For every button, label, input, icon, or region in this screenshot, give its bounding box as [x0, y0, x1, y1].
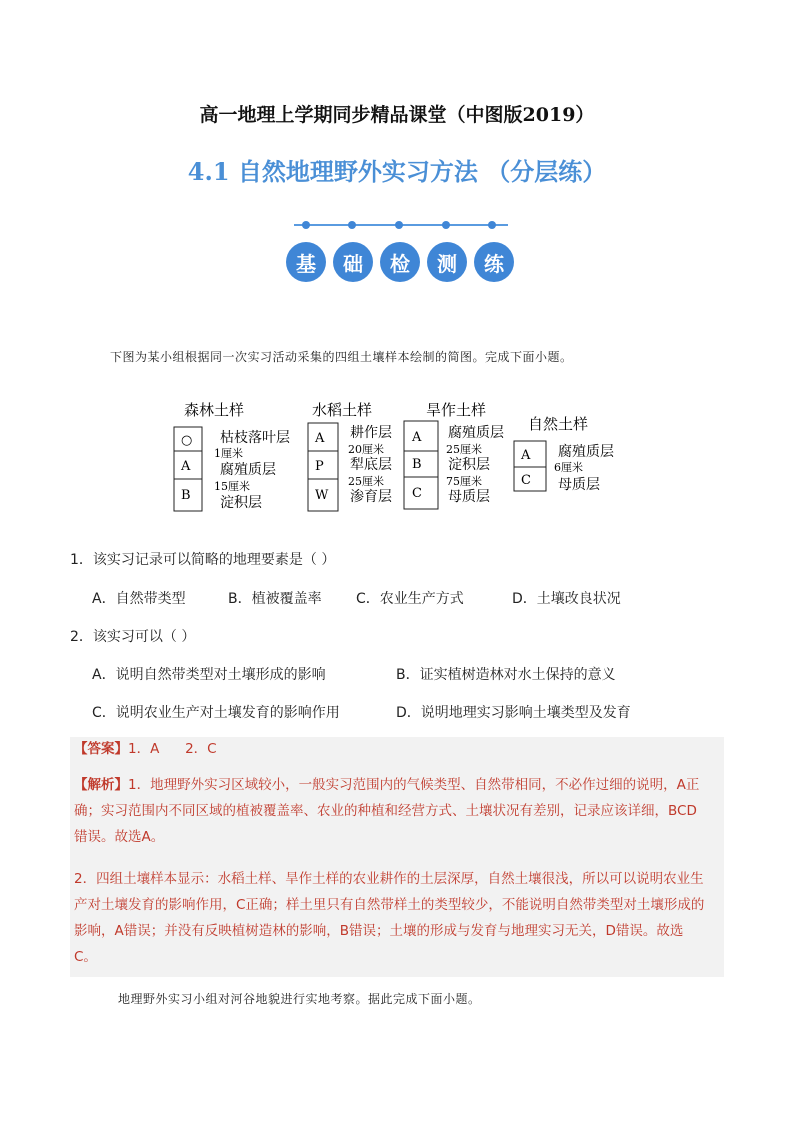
soil-layer-code: A: [521, 448, 531, 463]
analysis-line: 影响，A错误；并没有反映植树造林的影响，B错误；土壤的形成与发育与地理实习无关，D错误。故选: [74, 923, 684, 939]
analysis-label: 【解析】: [74, 777, 128, 793]
page-title: 4.1 自然地理野外实习方法 （分层练）: [187, 157, 607, 186]
soil-layer-code: ○: [181, 433, 193, 448]
soil-layer-label: 腐殖质层: [220, 462, 276, 478]
question-option: B．证实植树造林对水土保持的意义: [396, 667, 616, 683]
soil-depth-label: 1厘米: [214, 447, 243, 460]
banner-dot: [488, 221, 496, 229]
question-option: B．植被覆盖率: [228, 591, 322, 607]
banner-char: 检: [380, 242, 420, 282]
question-option: D．土壤改良状况: [512, 591, 621, 607]
question-option: C．说明农业生产对土壤发育的影响作用: [92, 705, 340, 721]
question-option: D．说明地理实习影响土壤类型及发育: [396, 705, 631, 721]
question-option: A．自然带类型: [92, 591, 186, 607]
analysis-line: 错误。故选A。: [74, 829, 165, 845]
question-stem: 2．该实习可以（ ）: [70, 629, 196, 645]
answer-label: 【答案】: [74, 741, 128, 757]
answer-line: [74, 736, 217, 762]
soil-layer-code: P: [315, 459, 324, 474]
soil-depth-label: 6厘米: [554, 461, 583, 474]
banner-dot: [395, 221, 403, 229]
soil-layer-label: 犁底层: [350, 457, 392, 473]
analysis-block-1: [74, 772, 724, 850]
banner-char: 测: [427, 242, 467, 282]
banner-dot: [348, 221, 356, 229]
analysis-line: 2．四组土壤样本显示：水稻土样、旱作土样的农业耕作的土层深厚，自然土壤很浅，所以可以说明农业生: [74, 871, 704, 887]
soil-layer-code: B: [181, 488, 191, 503]
figure-group-title: 旱作土样: [426, 401, 487, 419]
soil-depth-label: 25厘米: [446, 443, 482, 456]
soil-layer-code: B: [412, 457, 422, 472]
section-banner: [286, 218, 516, 288]
banner-dot: [302, 221, 310, 229]
question-stem: 1．该实习记录可以简略的地理要素是（ ）: [70, 552, 336, 568]
soil-profile-figure: [170, 395, 630, 520]
figure-group-title: 森林土样: [184, 401, 245, 419]
soil-layer-code: A: [315, 431, 325, 446]
soil-layer-label: 耕作层: [350, 425, 392, 441]
question-option: A．说明自然带类型对土壤形成的影响: [92, 667, 326, 683]
outro-text: 地理野外实习小组对河谷地貌进行实地考察。据此完成下面小题。: [118, 992, 481, 1006]
analysis-line: 产对土壤发育的影响作用，C正确；样土里只有自然带样土的类型较少，不能说明自然带类型对土壤形成的: [74, 897, 705, 913]
soil-depth-label: 15厘米: [214, 480, 250, 493]
figure-group-title: 自然土样: [528, 415, 589, 433]
banner-char: 基: [286, 242, 326, 282]
figure-group-title: 水稻土样: [312, 401, 373, 419]
soil-layer-label: 渗育层: [350, 489, 392, 505]
analysis-line: 确；实习范围内不同区域的植被覆盖率、农业的种植和经营方式、土壤状况有差别，记录应该详细，BCD: [74, 803, 697, 819]
analysis-block-2: [74, 866, 724, 970]
soil-layer-label: 腐殖质层: [558, 444, 614, 460]
soil-layer-code: C: [412, 486, 422, 501]
page-header-title: 高一地理上学期同步精品课堂（中图版2019）: [199, 104, 595, 126]
soil-layer-label: 淀积层: [220, 495, 262, 511]
soil-layer-label: 腐殖质层: [448, 425, 504, 441]
banner-char: 础: [333, 242, 373, 282]
soil-depth-label: 25厘米: [348, 475, 384, 488]
soil-layer-label: 枯枝落叶层: [220, 430, 290, 446]
soil-layer-label: 母质层: [558, 477, 600, 493]
soil-layer-label: 母质层: [448, 489, 490, 505]
soil-layer-label: 淀积层: [448, 457, 490, 473]
intro-text: 下图为某小组根据同一次实习活动采集的四组土壤样本绘制的简图。完成下面小题。: [110, 350, 573, 364]
soil-depth-label: 20厘米: [348, 443, 384, 456]
banner-dot: [442, 221, 450, 229]
analysis-line: 1．地理野外实习区域较小，一般实习范围内的气候类型、自然带相同，不必作过细的说明，A正: [128, 777, 700, 793]
banner-char: 练: [474, 242, 514, 282]
answer-text: 1．A 2．C: [128, 741, 217, 757]
question-option: C．农业生产方式: [356, 591, 464, 607]
soil-depth-label: 75厘米: [446, 475, 482, 488]
soil-layer-code: A: [181, 459, 191, 474]
analysis-line: C。: [74, 949, 97, 965]
soil-layer-code: W: [315, 488, 329, 503]
soil-layer-code: C: [521, 473, 531, 488]
soil-layer-code: A: [412, 430, 422, 445]
